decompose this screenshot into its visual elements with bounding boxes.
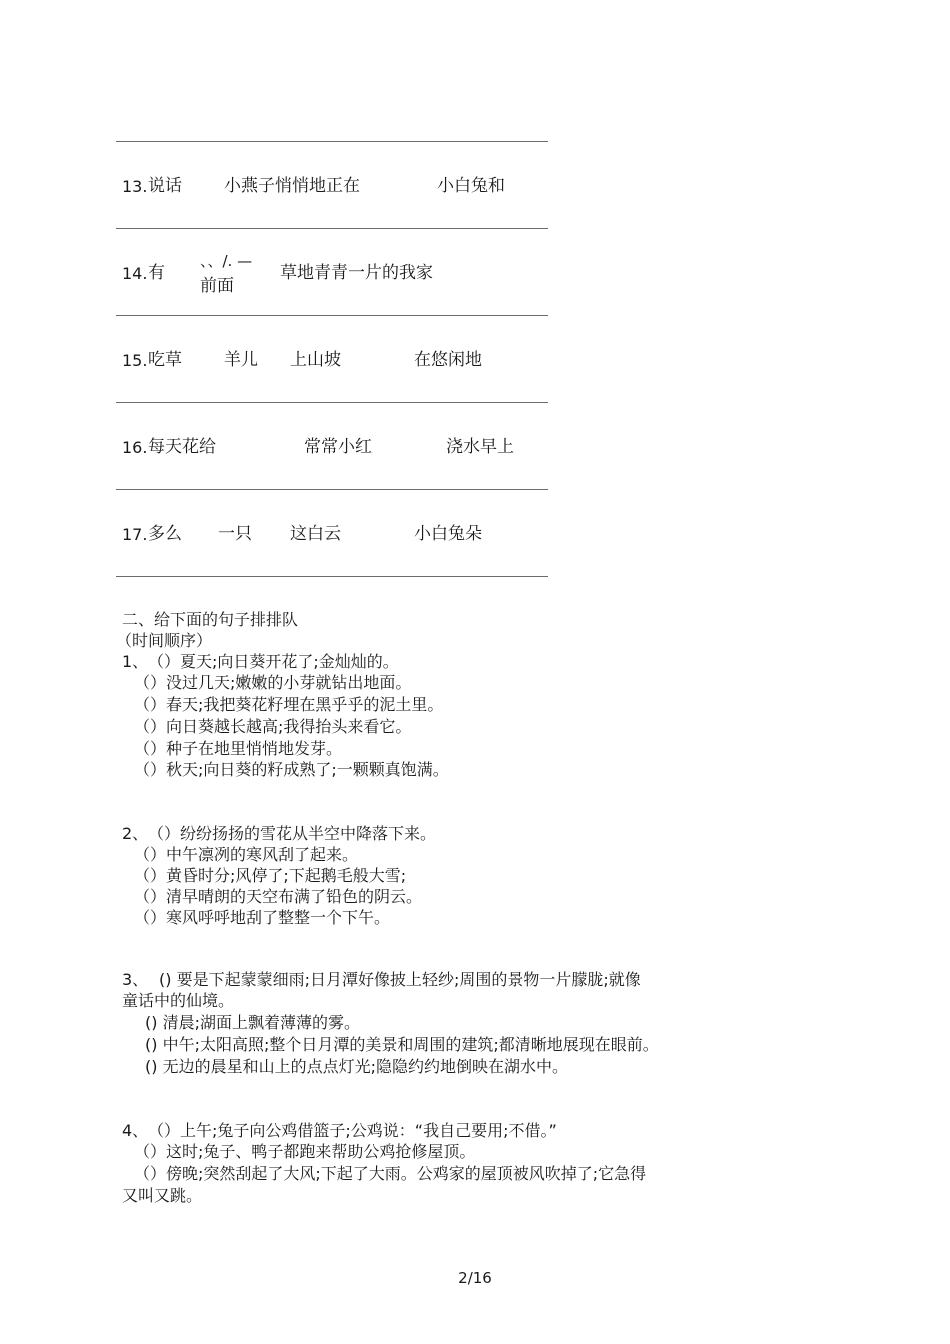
word-group: 常常小红 <box>304 437 372 457</box>
sentence-line: 童话中的仙境。 <box>122 991 235 1010</box>
word-group: 吃草 <box>148 350 182 370</box>
row-number: 15. <box>122 351 148 370</box>
sentence-line: 又叫又跳。 <box>122 1186 203 1205</box>
sentence-line: （）寒风呼呼地刮了整整一个下午。 <box>134 908 391 927</box>
row-number: 16. <box>122 438 148 457</box>
word-group: 小白兔和 <box>437 176 505 196</box>
word-group: 羊儿 <box>224 350 258 370</box>
section-title: 二、给下面的句子排排队 <box>122 610 299 629</box>
sentence-line: （）上午;兔子向公鸡借篮子;公鸡说：“我自己要用;不借。” <box>148 1121 557 1140</box>
sentence-line: （）没过几天;嫩嫩的小芽就钻出地面。 <box>134 673 412 692</box>
sentence-line: （）傍晚;突然刮起了大风;下起了大雨。公鸡家的屋顶被风吹掉了;它急得 <box>134 1164 647 1183</box>
sentence-line: （）夏天;向日葵开花了;金灿灿的。 <box>148 652 399 671</box>
page-number: 2/16 <box>458 1269 492 1287</box>
sentence-line: （）种子在地里悄悄地发芽。 <box>134 739 343 758</box>
separator-line <box>116 402 548 403</box>
group-number: 3、 <box>122 970 149 989</box>
row-number: 17. <box>122 525 148 544</box>
sentence-line: （）秋天;向日葵的籽成熟了;一颗颗真饱满。 <box>134 760 449 779</box>
sentence-line: （）中午凛冽的寒风刮了起来。 <box>134 845 359 864</box>
separator-line <box>116 576 548 577</box>
sentence-line: （）向日葵越长越高;我得抬头来看它。 <box>134 717 412 736</box>
sentence-line: （）春天;我把葵花籽埋在黑乎乎的泥土里。 <box>134 695 444 714</box>
word-group: 草地青青一片的我家 <box>280 263 433 283</box>
word-group: 小白兔朵 <box>414 524 482 544</box>
sentence-line: () 无边的晨星和山上的点点灯光;隐隐约约地倒映在湖水中。 <box>145 1057 568 1076</box>
word-group: 浇水早上 <box>446 437 514 457</box>
row-number: 13. <box>122 177 148 196</box>
separator-line <box>116 141 548 142</box>
word-group: 有 <box>148 263 165 283</box>
group-number: 4、 <box>122 1121 149 1140</box>
word-group: 上山坡 <box>290 350 341 370</box>
sentence-line: () 清晨;湖面上飘着薄薄的雾。 <box>145 1013 360 1032</box>
word-group: 这白云 <box>290 524 341 544</box>
separator-line <box>116 315 548 316</box>
word-group: 每天花给 <box>148 437 216 457</box>
sentence-line: （）这时;兔子、鸭子都跑来帮助公鸡抢修屋顶。 <box>134 1142 476 1161</box>
word-group: 说话 <box>148 176 182 196</box>
sentence-line: （）黄昏时分;风停了;下起鹅毛般大雪; <box>134 866 407 885</box>
sentence-line: （）清早晴朗的天空布满了铅色的阴云。 <box>134 887 423 906</box>
sentence-line: () 中午;太阳高照;整个日月潭的美景和周围的建筑;都清晰地展现在眼前。 <box>145 1035 659 1054</box>
word-group: 在悠闲地 <box>414 350 482 370</box>
separator-line <box>116 228 548 229</box>
group-number: 1、 <box>122 652 149 671</box>
sentence-line: （）纷纷扬扬的雪花从半空中降落下来。 <box>148 824 437 843</box>
row-number: 14. <box>122 264 148 283</box>
word-group: 前面 <box>200 276 234 296</box>
group-number: 2、 <box>122 824 149 843</box>
section-subtitle: （时间顺序） <box>116 631 213 650</box>
word-group: 小燕子悄悄地正在 <box>224 176 360 196</box>
word-group: 、、/. — <box>200 252 253 270</box>
sentence-line: () 要是下起蒙蒙细雨;日月潭好像披上轻纱;周围的景物一片朦胧;就像 <box>159 970 641 989</box>
word-group: 多么 <box>148 524 182 544</box>
separator-line <box>116 489 548 490</box>
word-group: 一只 <box>218 524 252 544</box>
